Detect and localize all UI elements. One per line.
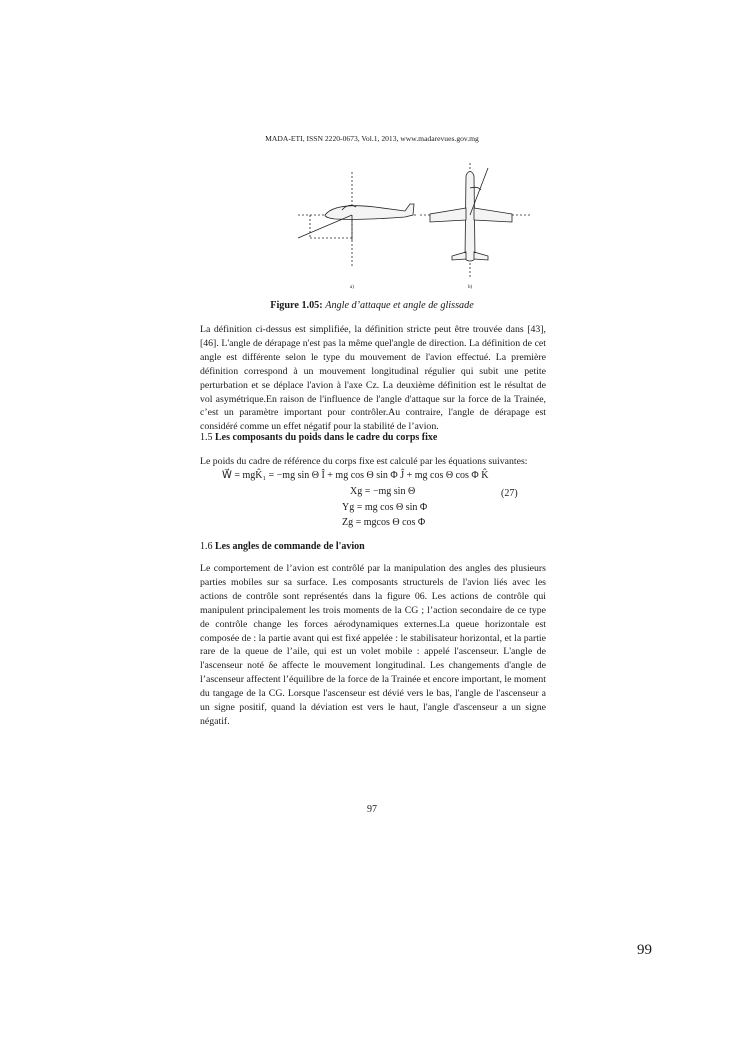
- equation-yg: Yg = mg cos Θ sin Φ: [342, 502, 428, 513]
- figure-title: Angle d’attaque et angle de glissade: [325, 300, 474, 311]
- section-heading-1-6: [200, 541, 365, 552]
- side-view-diagram: [298, 172, 418, 266]
- section-heading-1-5: [200, 432, 437, 443]
- page-number-inner: 97: [367, 804, 377, 815]
- section-number: 1.6: [200, 541, 213, 552]
- subfigure-label-a: a): [350, 285, 354, 290]
- figure-caption: [0, 300, 744, 311]
- aircraft-angles-figure: [280, 158, 540, 300]
- paragraph-weight-intro: Le poids du cadre de référence du corps fixe est calculé par les équations suivantes:: [200, 456, 528, 467]
- section-number: 1.5: [200, 432, 213, 443]
- equation-number: (27): [501, 488, 518, 499]
- figure-label: Figure 1.05:: [270, 300, 323, 311]
- equation-w: W⃗ = mgK̂₁ = −mg sin Θ Î + mg cos Θ sin Φ Ĵ + mg cos Θ cos Φ K̂: [222, 470, 489, 481]
- paragraph-control-angles: Le comportement de l’avion est contrôlé par la manipulation des angles des plusieurs parties mobiles sur sa surface. Les composants structurels de l'avion liés avec les actions de contrôle sont représentés dans la figure 06. Les actions de contrôle qui manipulent principalement les trois moments de la CG ; l’action secondaire de ce type de contrôle change les forces aérodynamiques externes.La queue horizontale est composée de : la partie avant qui est fixé appelée : le stabilisateur horizontal, et la partie rare de la queue de l’aile, qui est un volet mobile : appelé l'ascenseur. L'angle de l'ascenseur noté δe affecte le mouvement longitudinal. Les changements d'angle de l’ascenseur affectent l’équilibre de la force de la Trainée et encore important, le moment du tangage de la CG. Lorsque l'ascenseur est dévié vers le bas, l'angle de l'ascenseur a un signe positif, quand la déviation est vers le haut, l'angle d'ascenseur a un signe négatif.: [200, 563, 546, 727]
- top-view-diagram: [420, 163, 530, 278]
- page-number-outer: 99: [637, 942, 652, 958]
- section-title: Les composants du poids dans le cadre du corps fixe: [215, 432, 438, 443]
- running-header: MADA-ETI, ISSN 2220-0673, Vol.1, 2013, www.madarevues.gov.mg: [265, 134, 479, 143]
- equation-xg: Xg = −mg sin Θ: [350, 486, 416, 497]
- equation-zg: Zg = mgcos Θ cos Φ: [342, 517, 426, 528]
- paragraph-definition: La définition ci-dessus est simplifiée, la définition stricte peut être trouvée dans [43], [46]. L'angle de dérapage n'est pas la même quel'angle de direction. La définition de cet angle est différente selon le type du mouvement de l'avion effectué. La première définition correspond à un mouvement longitudinal régulier qui subit une petite perturbation et se déplace l'avion à l'axe Cz. La deuxième définition est le résultat de vol asymétrique.En raison de l'influence de l'angle d'attaque sur la force de la Trainée, c’est un paramètre important pour contrôler.Au contraire, l'angle de dérapage est considéré comme un effet négatif pour la stabilité de l’avion.: [200, 324, 546, 433]
- section-title: Les angles de commande de l'avion: [215, 541, 365, 552]
- subfigure-label-b: b): [468, 285, 473, 290]
